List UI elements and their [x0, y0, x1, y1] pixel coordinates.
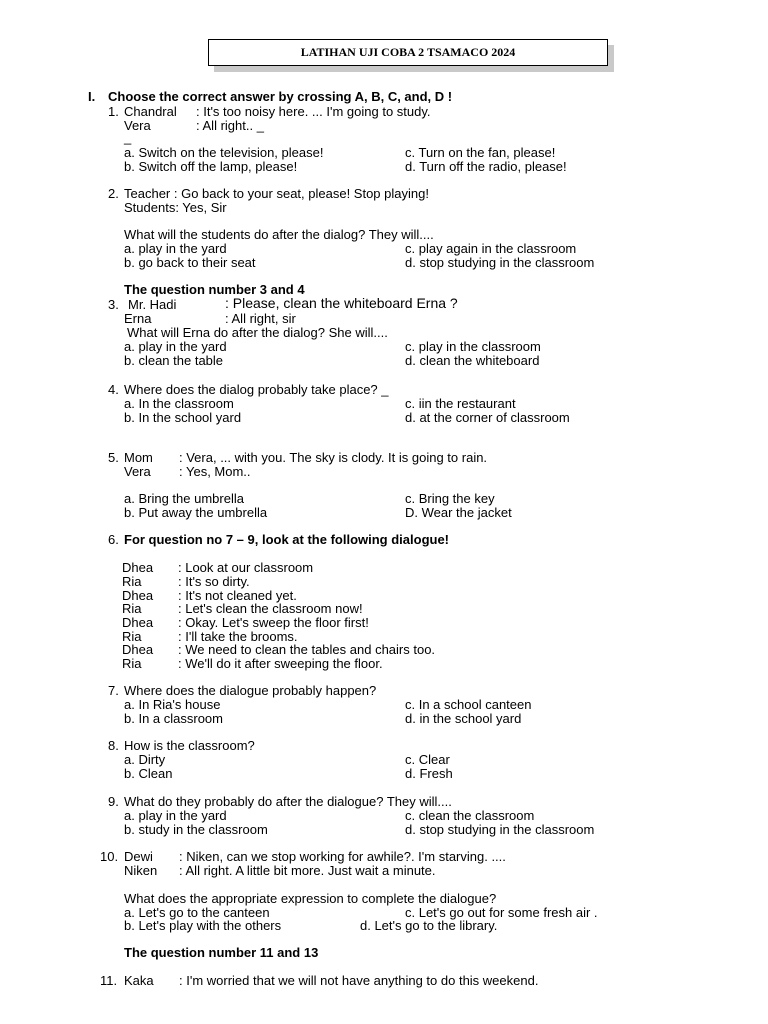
dialogue-speaker: Ria [122, 656, 142, 671]
q5-line1: : Vera, ... with you. The sky is clody. It is going to rain. [179, 450, 488, 465]
q2-option-a[interactable]: a. play in the yard [124, 241, 227, 256]
dialogue-line: : We'll do it after sweeping the floor. [178, 656, 383, 671]
q7-option-a[interactable]: a. In Ria's house [124, 697, 221, 712]
q9-number: 9. [108, 794, 119, 809]
q1-line1: : It's too noisy here. ... I'm going to study. [196, 104, 431, 119]
q9-option-a[interactable]: a. play in the yard [124, 808, 227, 823]
q3-option-d[interactable]: d. clean the whiteboard [405, 353, 540, 368]
dialogue-speaker: Dhea [122, 560, 154, 575]
q6-number: 6. [108, 532, 119, 547]
q1-option-a[interactable]: a. Switch on the television, please! [124, 145, 324, 160]
q11-number: 11. [100, 973, 118, 988]
q9-question: What do they probably do after the dialogue? They will.... [124, 794, 452, 809]
q7-number: 7. [108, 683, 119, 698]
title-box [208, 39, 608, 66]
q10-option-c[interactable]: c. Let's go out for some fresh air . [405, 905, 598, 920]
q5-number: 5. [108, 450, 119, 465]
q10-number: 10. [100, 849, 119, 864]
q3-option-b[interactable]: b. clean the table [124, 353, 224, 368]
dialogue-line: : Let's clean the classroom now! [178, 601, 363, 616]
q2-line1: Teacher : Go back to your seat, please! Stop playing! [124, 186, 429, 201]
q1-blank: _ [124, 130, 132, 145]
q2-option-c[interactable]: c. play again in the classroom [405, 241, 577, 256]
q7-option-c[interactable]: c. In a school canteen [405, 697, 532, 712]
q5-option-c[interactable]: c. Bring the key [405, 491, 495, 506]
dialogue-line: : It's not cleaned yet. [178, 588, 297, 603]
page-title: LATIHAN UJI COBA 2 TSAMACO 2024 [300, 45, 516, 59]
q3-question: What will Erna do after the dialog? She will.... [127, 325, 388, 340]
q7-question: Where does the dialogue probably happen? [124, 683, 377, 698]
q10-option-a[interactable]: a. Let's go to the canteen [124, 905, 270, 920]
q10-speaker2: Niken [124, 863, 158, 878]
q3-line1: : Please, clean the whiteboard Erna ? [225, 295, 458, 311]
q5-option-a[interactable]: a. Bring the umbrella [124, 491, 244, 506]
dialogue-line: : Look at our classroom [178, 560, 314, 575]
q8-question: How is the classroom? [124, 738, 255, 753]
dialogue-line: : Okay. Let's sweep the floor first! [178, 615, 369, 630]
q5-speaker1: Mom [124, 450, 153, 465]
q5-line2: : Yes, Mom.. [179, 464, 251, 479]
q3-speaker2: Erna [124, 311, 152, 326]
q5-option-b[interactable]: b. Put away the umbrella [124, 505, 268, 520]
q11-speaker1: Kaka [124, 973, 154, 988]
q10-line1: : Niken, can we stop working for awhile?. I'm starving. .... [179, 849, 506, 864]
q4-question: Where does the dialog probably take place? _ [124, 382, 389, 397]
q2-question: What will the students do after the dialog? They will.... [124, 227, 434, 242]
q4-option-a[interactable]: a. In the classroom [124, 396, 234, 411]
q1-number: 1. [108, 104, 119, 119]
note-question-11-13: The question number 11 and 13 [124, 945, 319, 960]
dialogue-speaker: Ria [122, 574, 142, 589]
q3-line2: : All right, sir [225, 311, 296, 326]
q10-question: What does the appropriate expression to complete the dialogue? [124, 891, 497, 906]
q8-option-d[interactable]: d. Fresh [405, 766, 453, 781]
q4-option-d[interactable]: d. at the corner of classroom [405, 410, 570, 425]
section-roman: I. [88, 89, 96, 104]
dialogue-line: : I'll take the brooms. [178, 629, 298, 644]
dialogue-speaker: Ria [122, 629, 142, 644]
q3-option-a[interactable]: a. play in the yard [124, 339, 227, 354]
q9-option-d[interactable]: d. stop studying in the classroom [405, 822, 595, 837]
q1-speaker1: Chandral [124, 104, 177, 119]
q10-option-b[interactable]: b. Let's play with the others [124, 918, 282, 933]
dialogue-line: : It's so dirty. [178, 574, 250, 589]
q3-number: 3. [108, 297, 119, 312]
q1-option-b[interactable]: b. Switch off the lamp, please! [124, 159, 298, 174]
q7-option-d[interactable]: d. in the school yard [405, 711, 522, 726]
q2-option-b[interactable]: b. go back to their seat [124, 255, 256, 270]
dialogue-speaker: Dhea [122, 642, 154, 657]
q8-option-b[interactable]: b. Clean [124, 766, 173, 781]
q4-option-c[interactable]: c. iin the restaurant [405, 396, 516, 411]
q10-speaker1: Dewi [124, 849, 153, 864]
q11-line1: : I'm worried that we will not have anything to do this weekend. [179, 973, 539, 988]
q3-speaker1: Mr. Hadi [128, 297, 177, 312]
section-instruction: Choose the correct answer by crossing A, B, C, and, D ! [108, 89, 453, 104]
q10-option-d[interactable]: d. Let's go to the library. [360, 918, 498, 933]
q2-line2: Students: Yes, Sir [124, 200, 227, 215]
q2-option-d[interactable]: d. stop studying in the classroom [405, 255, 595, 270]
q8-option-c[interactable]: c. Clear [405, 752, 450, 767]
q1-speaker2: Vera [124, 118, 151, 133]
q9-option-c[interactable]: c. clean the classroom [405, 808, 535, 823]
q1-option-c[interactable]: c. Turn on the fan, please! [405, 145, 556, 160]
dialogue-speaker: Dhea [122, 588, 154, 603]
q10-line2: : All right. A little bit more. Just wait a minute. [179, 863, 436, 878]
q5-option-d[interactable]: D. Wear the jacket [405, 505, 512, 520]
q8-option-a[interactable]: a. Dirty [124, 752, 166, 767]
q5-speaker2: Vera [124, 464, 151, 479]
dialogue-speaker: Dhea [122, 615, 154, 630]
q4-option-b[interactable]: b. In the school yard [124, 410, 242, 425]
q3-option-c[interactable]: c. play in the classroom [405, 339, 541, 354]
dialogue-line: : We need to clean the tables and chairs too. [178, 642, 436, 657]
q8-number: 8. [108, 738, 119, 753]
q6-instruction: For question no 7 – 9, look at the following dialogue! [124, 532, 450, 547]
q1-option-d[interactable]: d. Turn off the radio, please! [405, 159, 567, 174]
q4-number: 4. [108, 382, 119, 397]
dialogue-speaker: Ria [122, 601, 142, 616]
note-question-3-4: The question number 3 and 4 [124, 282, 305, 297]
q7-option-b[interactable]: b. In a classroom [124, 711, 223, 726]
q2-number: 2. [108, 186, 119, 201]
q9-option-b[interactable]: b. study in the classroom [124, 822, 268, 837]
q1-line2: : All right.. _ [196, 118, 264, 133]
